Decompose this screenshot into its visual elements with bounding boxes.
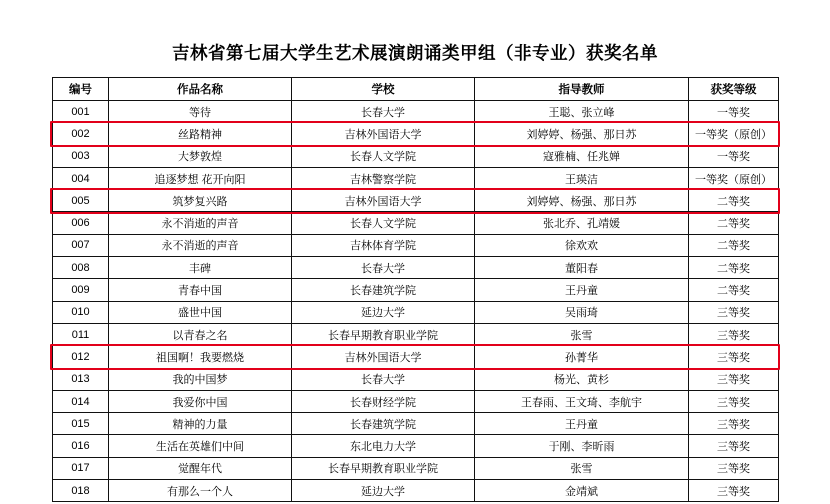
cell-level: 一等奖 [689,145,779,167]
cell-school: 长春大学 [292,368,475,390]
cell-no: 013 [53,368,109,390]
table-row [53,323,779,345]
cell-no: 006 [53,212,109,234]
column-header-no: 编号 [53,78,109,101]
cell-no: 014 [53,390,109,412]
cell-work: 等待 [109,101,292,123]
cell-no: 001 [53,101,109,123]
cell-school: 长春人文学院 [292,212,475,234]
cell-no: 017 [53,457,109,479]
cell-teacher: 王丹童 [475,413,689,435]
column-header-work: 作品名称 [109,78,292,101]
cell-level: 三等奖 [689,301,779,323]
cell-work: 大梦敦煌 [109,145,292,167]
cell-level: 二等奖 [689,234,779,256]
cell-teacher: 张北乔、孔靖媛 [475,212,689,234]
cell-work: 以青春之名 [109,323,292,345]
cell-work: 我的中国梦 [109,368,292,390]
cell-teacher: 王聪、张立峰 [475,101,689,123]
column-header-school: 学校 [292,78,475,101]
cell-teacher: 董阳春 [475,257,689,279]
table-row [53,301,779,323]
cell-work: 筑梦复兴路 [109,190,292,212]
cell-school: 吉林外国语大学 [292,346,475,368]
cell-school: 吉林体育学院 [292,234,475,256]
table-row [53,435,779,457]
cell-no: 002 [53,123,109,145]
table-row [53,123,779,145]
cell-school: 长春财经学院 [292,390,475,412]
cell-work: 盛世中国 [109,301,292,323]
cell-school: 东北电力大学 [292,435,475,457]
cell-level: 二等奖 [689,257,779,279]
cell-no: 012 [53,346,109,368]
cell-work: 我爱你中国 [109,390,292,412]
cell-teacher: 孙菁华 [475,346,689,368]
cell-teacher: 杨光、黄杉 [475,368,689,390]
cell-teacher: 于刚、李昕雨 [475,435,689,457]
cell-no: 008 [53,257,109,279]
cell-school: 吉林外国语大学 [292,190,475,212]
cell-teacher: 金靖斌 [475,480,689,502]
table-row [53,167,779,189]
cell-school: 延边大学 [292,480,475,502]
cell-work: 追逐梦想 花开向阳 [109,167,292,189]
table-row [53,190,779,212]
cell-level: 三等奖 [689,457,779,479]
table-row [53,368,779,390]
cell-no: 015 [53,413,109,435]
table-row [53,101,779,123]
table-row [53,212,779,234]
cell-level: 一等奖（原创） [689,167,779,189]
cell-level: 三等奖 [689,368,779,390]
table-row [53,413,779,435]
column-header-teacher: 指导教师 [475,78,689,101]
cell-school: 长春大学 [292,101,475,123]
page-title: 吉林省第七届大学生艺术展演朗诵类甲组（非专业）获奖名单 [172,43,658,63]
cell-school: 长春早期教育职业学院 [292,323,475,345]
cell-teacher: 王丹童 [475,279,689,301]
cell-level: 一等奖 [689,101,779,123]
cell-work: 丰碑 [109,257,292,279]
cell-work: 青春中国 [109,279,292,301]
cell-level: 三等奖 [689,390,779,412]
cell-school: 长春大学 [292,257,475,279]
cell-level: 三等奖 [689,413,779,435]
cell-teacher: 吴雨琦 [475,301,689,323]
cell-level: 三等奖 [689,346,779,368]
column-header-level: 获奖等级 [689,78,779,101]
table-row [53,279,779,301]
cell-school: 吉林外国语大学 [292,123,475,145]
cell-level: 三等奖 [689,435,779,457]
cell-work: 有那么一个人 [109,480,292,502]
cell-teacher: 寇雅楠、任兆婵 [475,145,689,167]
cell-work: 祖国啊！我要燃烧 [109,346,292,368]
cell-level: 二等奖 [689,279,779,301]
cell-school: 长春人文学院 [292,145,475,167]
table-row [53,257,779,279]
cell-school: 吉林警察学院 [292,167,475,189]
cell-level: 二等奖 [689,190,779,212]
cell-teacher: 徐欢欢 [475,234,689,256]
cell-school: 长春早期教育职业学院 [292,457,475,479]
cell-school: 长春建筑学院 [292,279,475,301]
table-header-row [53,78,779,101]
cell-teacher: 刘婷婷、杨强、那日苏 [475,190,689,212]
cell-work: 觉醒年代 [109,457,292,479]
cell-level: 一等奖（原创） [689,123,779,145]
cell-no: 018 [53,480,109,502]
cell-teacher: 刘婷婷、杨强、那日苏 [475,123,689,145]
cell-level: 三等奖 [689,323,779,345]
table-row [53,457,779,479]
cell-work: 永不消逝的声音 [109,234,292,256]
cell-no: 004 [53,167,109,189]
cell-work: 永不消逝的声音 [109,212,292,234]
cell-no: 016 [53,435,109,457]
cell-teacher: 张雪 [475,457,689,479]
cell-no: 007 [53,234,109,256]
cell-work: 生活在英雄们中间 [109,435,292,457]
cell-work: 丝路精神 [109,123,292,145]
cell-no: 009 [53,279,109,301]
cell-teacher: 张雪 [475,323,689,345]
cell-level: 二等奖 [689,212,779,234]
table-row [53,346,779,368]
table-row [53,390,779,412]
cell-school: 延边大学 [292,301,475,323]
award-list-table [52,77,779,502]
cell-teacher: 王瑛洁 [475,167,689,189]
cell-no: 011 [53,323,109,345]
table-row [53,234,779,256]
cell-no: 005 [53,190,109,212]
cell-school: 长春建筑学院 [292,413,475,435]
cell-teacher: 王春雨、王文琦、李航宇 [475,390,689,412]
cell-no: 003 [53,145,109,167]
table-row [53,480,779,502]
cell-no: 010 [53,301,109,323]
cell-work: 精神的力量 [109,413,292,435]
cell-level: 三等奖 [689,480,779,502]
table-row [53,145,779,167]
